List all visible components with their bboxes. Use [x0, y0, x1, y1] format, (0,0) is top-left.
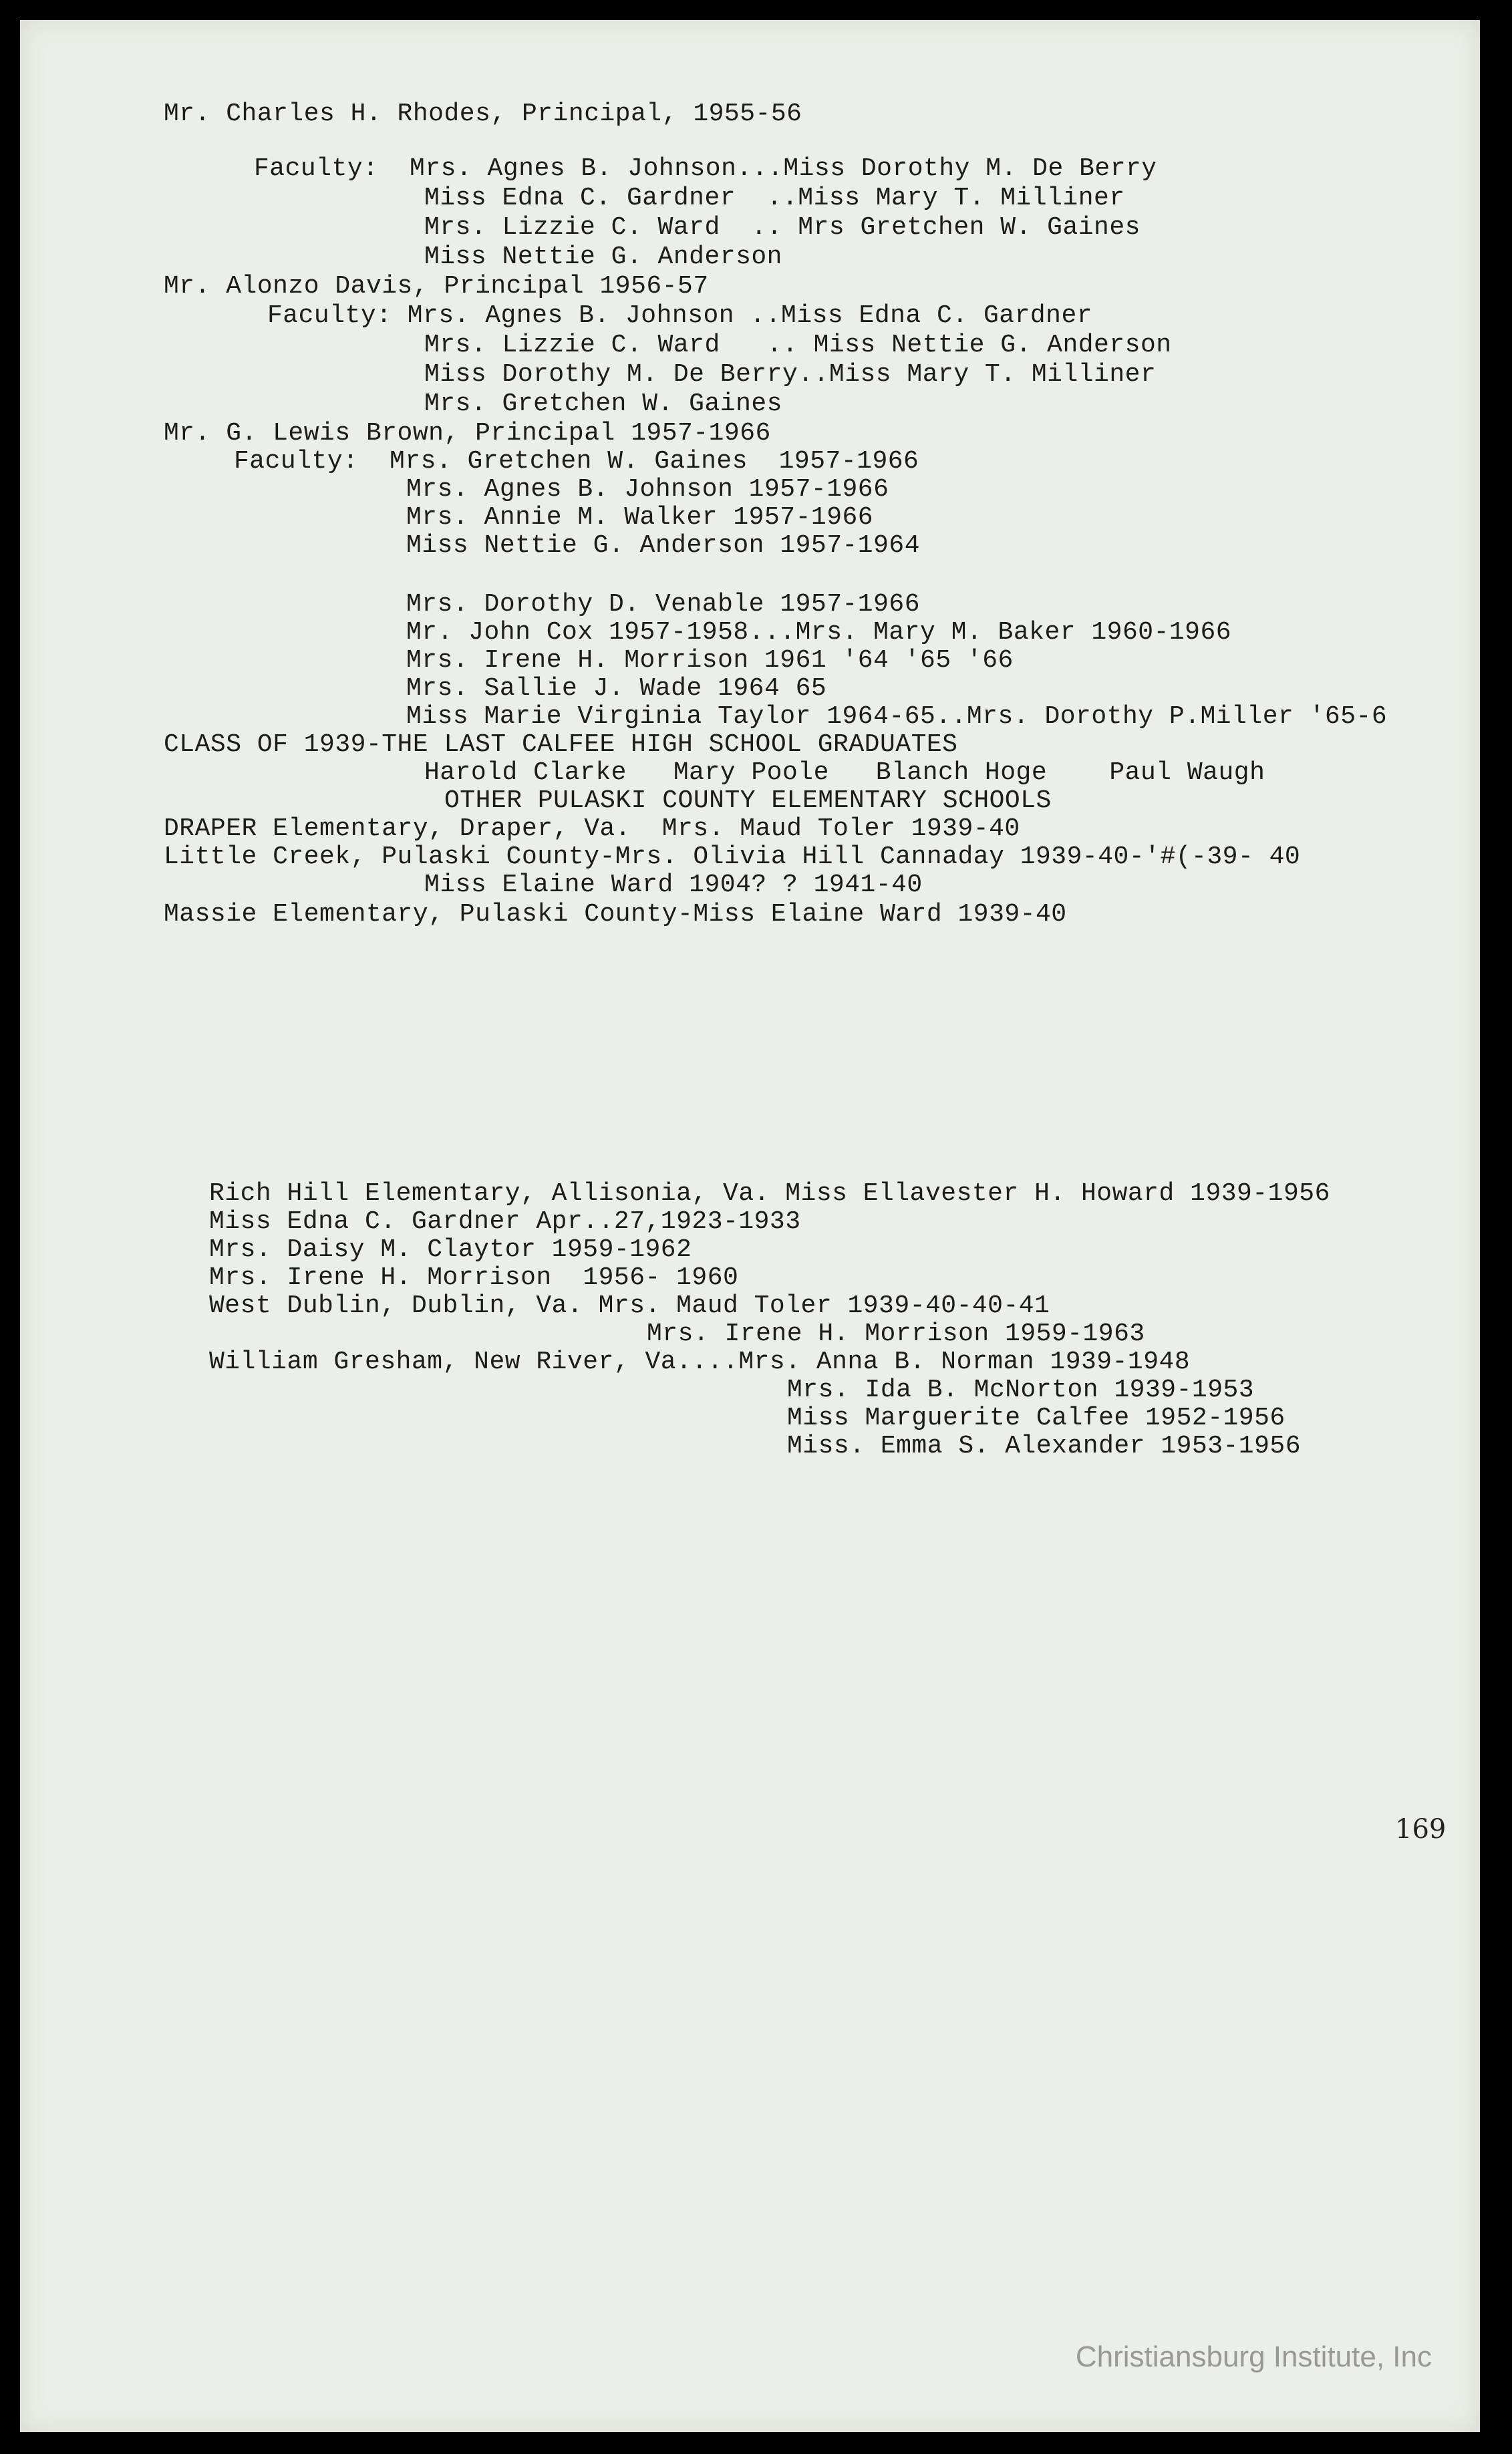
document-page [20, 20, 1480, 2432]
text-line: Faculty: Mrs. Agnes B. Johnson ..Miss Edna C. Gardner [267, 301, 1093, 330]
text-line: Miss Marguerite Calfee 1952-1956 [787, 1404, 1286, 1432]
text-line: Mrs. Daisy M. Claytor 1959-1962 [209, 1235, 692, 1264]
text-line: Mrs. Annie M. Walker 1957-1966 [406, 503, 874, 532]
text-line: Miss Edna C. Gardner ..Miss Mary T. Milliner [424, 184, 1125, 212]
text-line: Massie Elementary, Pulaski County-Miss Elaine Ward 1939-40 [164, 900, 1067, 929]
text-line: Miss Dorothy M. De Berry..Miss Mary T. Milliner [424, 360, 1157, 389]
text-line: Mr. Alonzo Davis, Principal 1956-57 [164, 272, 709, 301]
text-line: DRAPER Elementary, Draper, Va. Mrs. Maud Toler 1939-40 [164, 814, 1020, 843]
text-line: William Gresham, New River, Va....Mrs. Anna B. Norman 1939-1948 [209, 1348, 1191, 1376]
page-number: 169 [1395, 1814, 1447, 1845]
text-line: OTHER PULASKI COUNTY ELEMENTARY SCHOOLS [444, 786, 1052, 815]
text-line: Miss. Emma S. Alexander 1953-1956 [787, 1432, 1302, 1461]
text-line: Mr. Charles H. Rhodes, Principal, 1955-56 [164, 100, 802, 128]
text-line: Faculty: Mrs. Agnes B. Johnson...Miss Dorothy M. De Berry [254, 154, 1157, 183]
text-line: Mrs. Sallie J. Wade 1964 65 [406, 674, 827, 703]
text-line: Mrs. Irene H. Morrison 1959-1963 [647, 1320, 1145, 1348]
text-line: Miss Nettie G. Anderson [424, 243, 782, 271]
text-line: Mrs. Gretchen W. Gaines [424, 390, 782, 418]
text-line: Faculty: Mrs. Gretchen W. Gaines 1957-1966 [234, 447, 919, 476]
text-line: Mr. John Cox 1957-1958...Mrs. Mary M. Baker 1960-1966 [406, 618, 1232, 647]
text-line: Miss Edna C. Gardner Apr..27,1923-1933 [209, 1207, 801, 1236]
text-line: Rich Hill Elementary, Allisonia, Va. Miss Ellavester H. Howard 1939-1956 [209, 1179, 1330, 1208]
text-line: Mrs. Ida B. McNorton 1939-1953 [787, 1376, 1255, 1404]
text-line: Mr. G. Lewis Brown, Principal 1957-1966 [164, 419, 771, 448]
text-line: Miss Elaine Ward 1904? ? 1941-40 [424, 871, 923, 899]
text-line: CLASS OF 1939-THE LAST CALFEE HIGH SCHOOL GRADUATES [164, 730, 958, 759]
text-line: Miss Nettie G. Anderson 1957-1964 [406, 531, 921, 560]
text-line: Mrs. Agnes B. Johnson 1957-1966 [406, 475, 889, 504]
text-line: Mrs. Irene H. Morrison 1961 '64 '65 '66 [406, 646, 1014, 675]
text-line: Miss Marie Virginia Taylor 1964-65..Mrs. Dorothy P.Miller '65-6 [406, 702, 1388, 731]
text-line: West Dublin, Dublin, Va. Mrs. Maud Toler 1939-40-40-41 [209, 1291, 1050, 1320]
text-line: Mrs. Lizzie C. Ward .. Mrs Gretchen W. Gaines [424, 213, 1141, 242]
text-line: Little Creek, Pulaski County-Mrs. Olivia Hill Cannaday 1939-40-'#(-39- 40 [164, 842, 1301, 871]
text-line: Mrs. Irene H. Morrison 1956- 1960 [209, 1263, 739, 1292]
text-line: Mrs. Lizzie C. Ward .. Miss Nettie G. Anderson [424, 331, 1172, 359]
text-line: Mrs. Dorothy D. Venable 1957-1966 [406, 590, 921, 619]
watermark: Christiansburg Institute, Inc [1075, 2340, 1432, 2373]
text-line: Harold Clarke Mary Poole Blanch Hoge Paul Waugh [424, 758, 1265, 787]
